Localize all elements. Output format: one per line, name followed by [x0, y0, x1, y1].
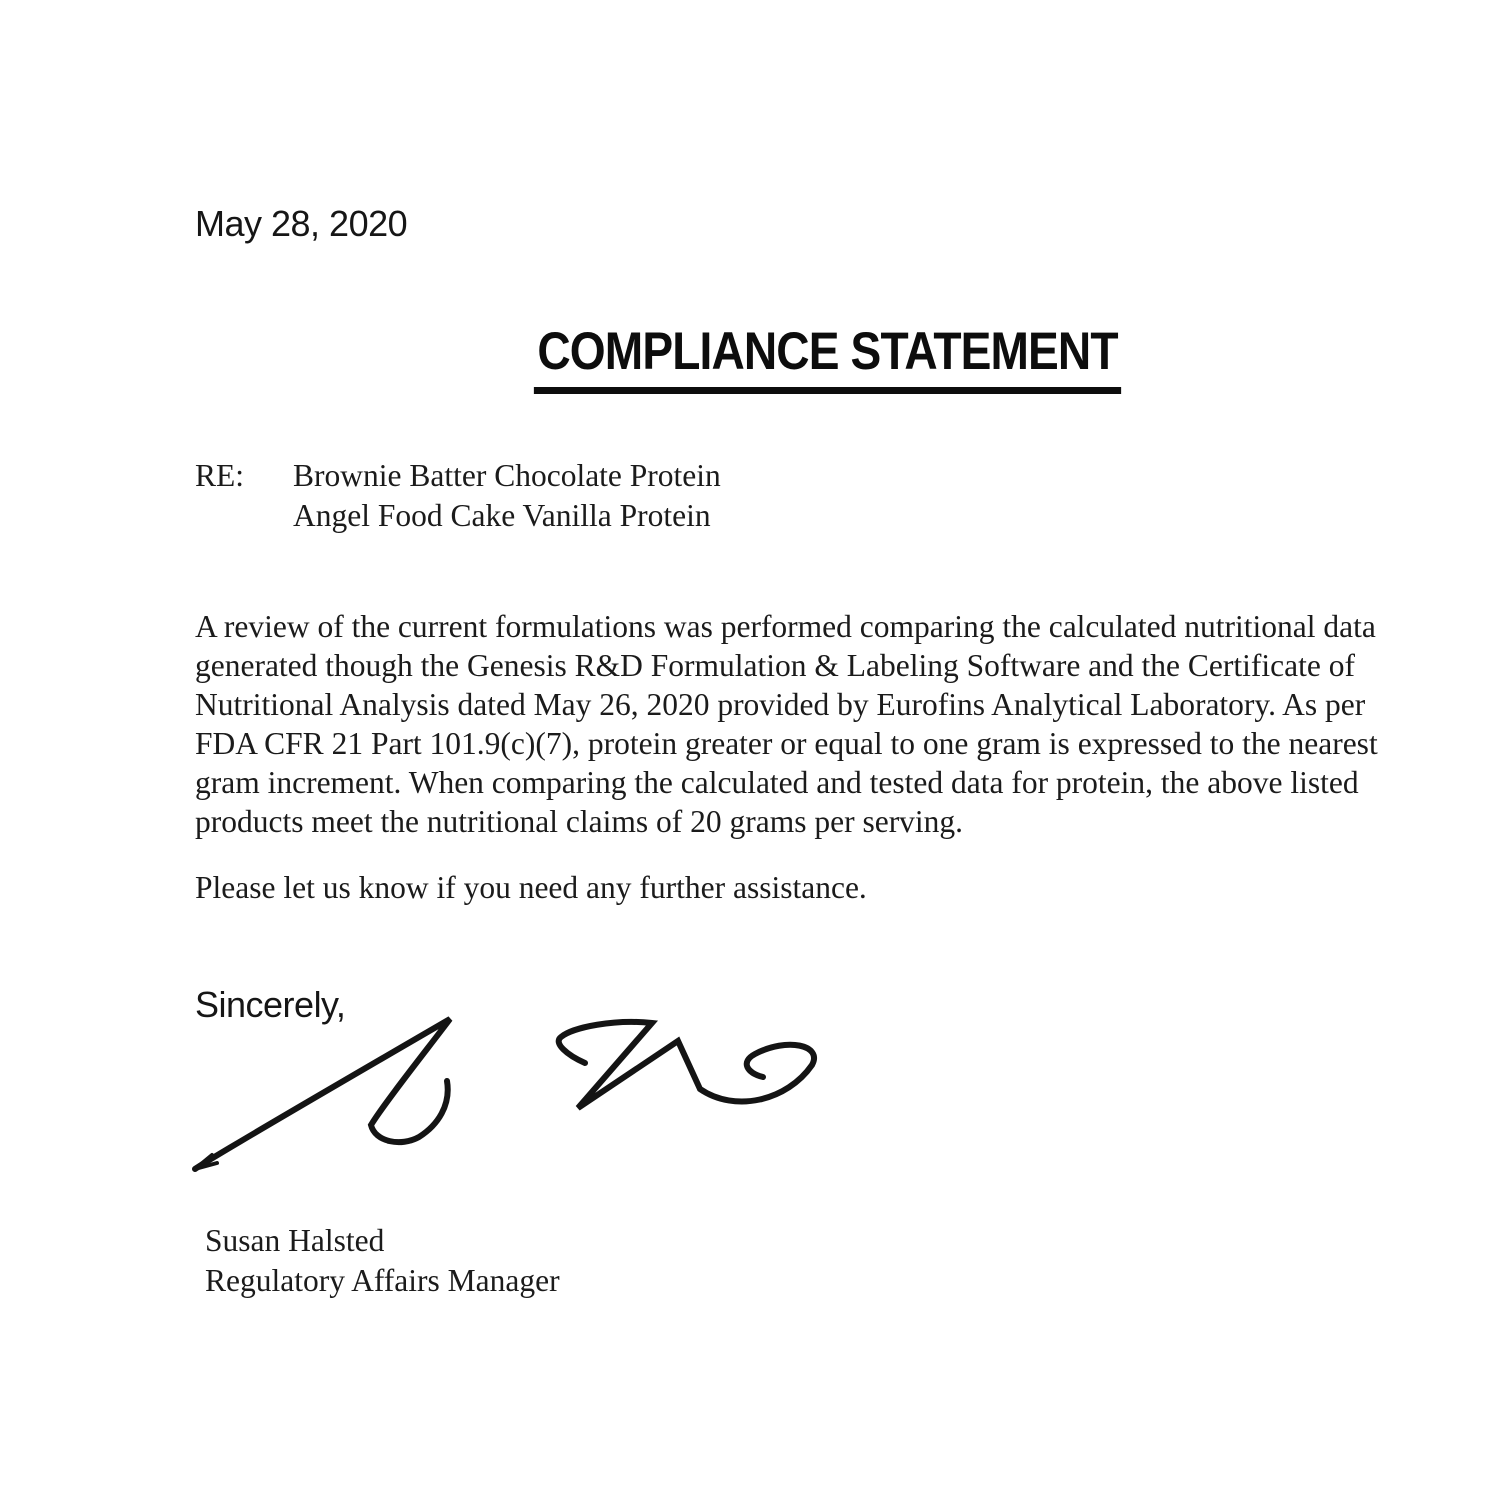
body-line: generated though the Genesis R&D Formulation & Labeling Software and the Certificate of — [195, 648, 1355, 683]
signer-name: Susan Halsted — [205, 1223, 385, 1258]
handwritten-signature — [175, 1011, 855, 1186]
page-title: COMPLIANCE STATEMENT — [534, 322, 1121, 394]
re-label: RE: — [195, 458, 245, 493]
body-line: products meet the nutritional claims of 20 grams per serving. — [195, 804, 964, 839]
re-items — [293, 456, 721, 536]
re-item-1: Brownie Batter Chocolate Protein — [293, 458, 721, 493]
signer-title: Regulatory Affairs Manager — [205, 1263, 560, 1298]
signature-graphic — [175, 1011, 855, 1186]
re-item-2: Angel Food Cake Vanilla Protein — [293, 498, 711, 533]
body-line: Nutritional Analysis dated May 26, 2020 provided by Eurofins Analytical Laboratory. As per — [195, 687, 1366, 722]
body-line: A review of the current formulations was performed comparing the calculated nutritional data — [195, 609, 1376, 644]
signer-block — [205, 1221, 1420, 1301]
body-line: gram increment. When comparing the calculated and tested data for protein, the above listed — [195, 765, 1359, 800]
letter-date: May 28, 2020 — [195, 203, 408, 244]
valediction: Sincerely, — [195, 984, 346, 1025]
re-block — [195, 456, 1420, 536]
closing-line: Please let us know if you need any further assistance. — [195, 870, 867, 905]
body-line: FDA CFR 21 Part 101.9(c)(7), protein greater or equal to one gram is expressed to the nearest — [195, 726, 1378, 761]
body-paragraph — [195, 607, 1420, 841]
title-row — [195, 322, 1420, 394]
